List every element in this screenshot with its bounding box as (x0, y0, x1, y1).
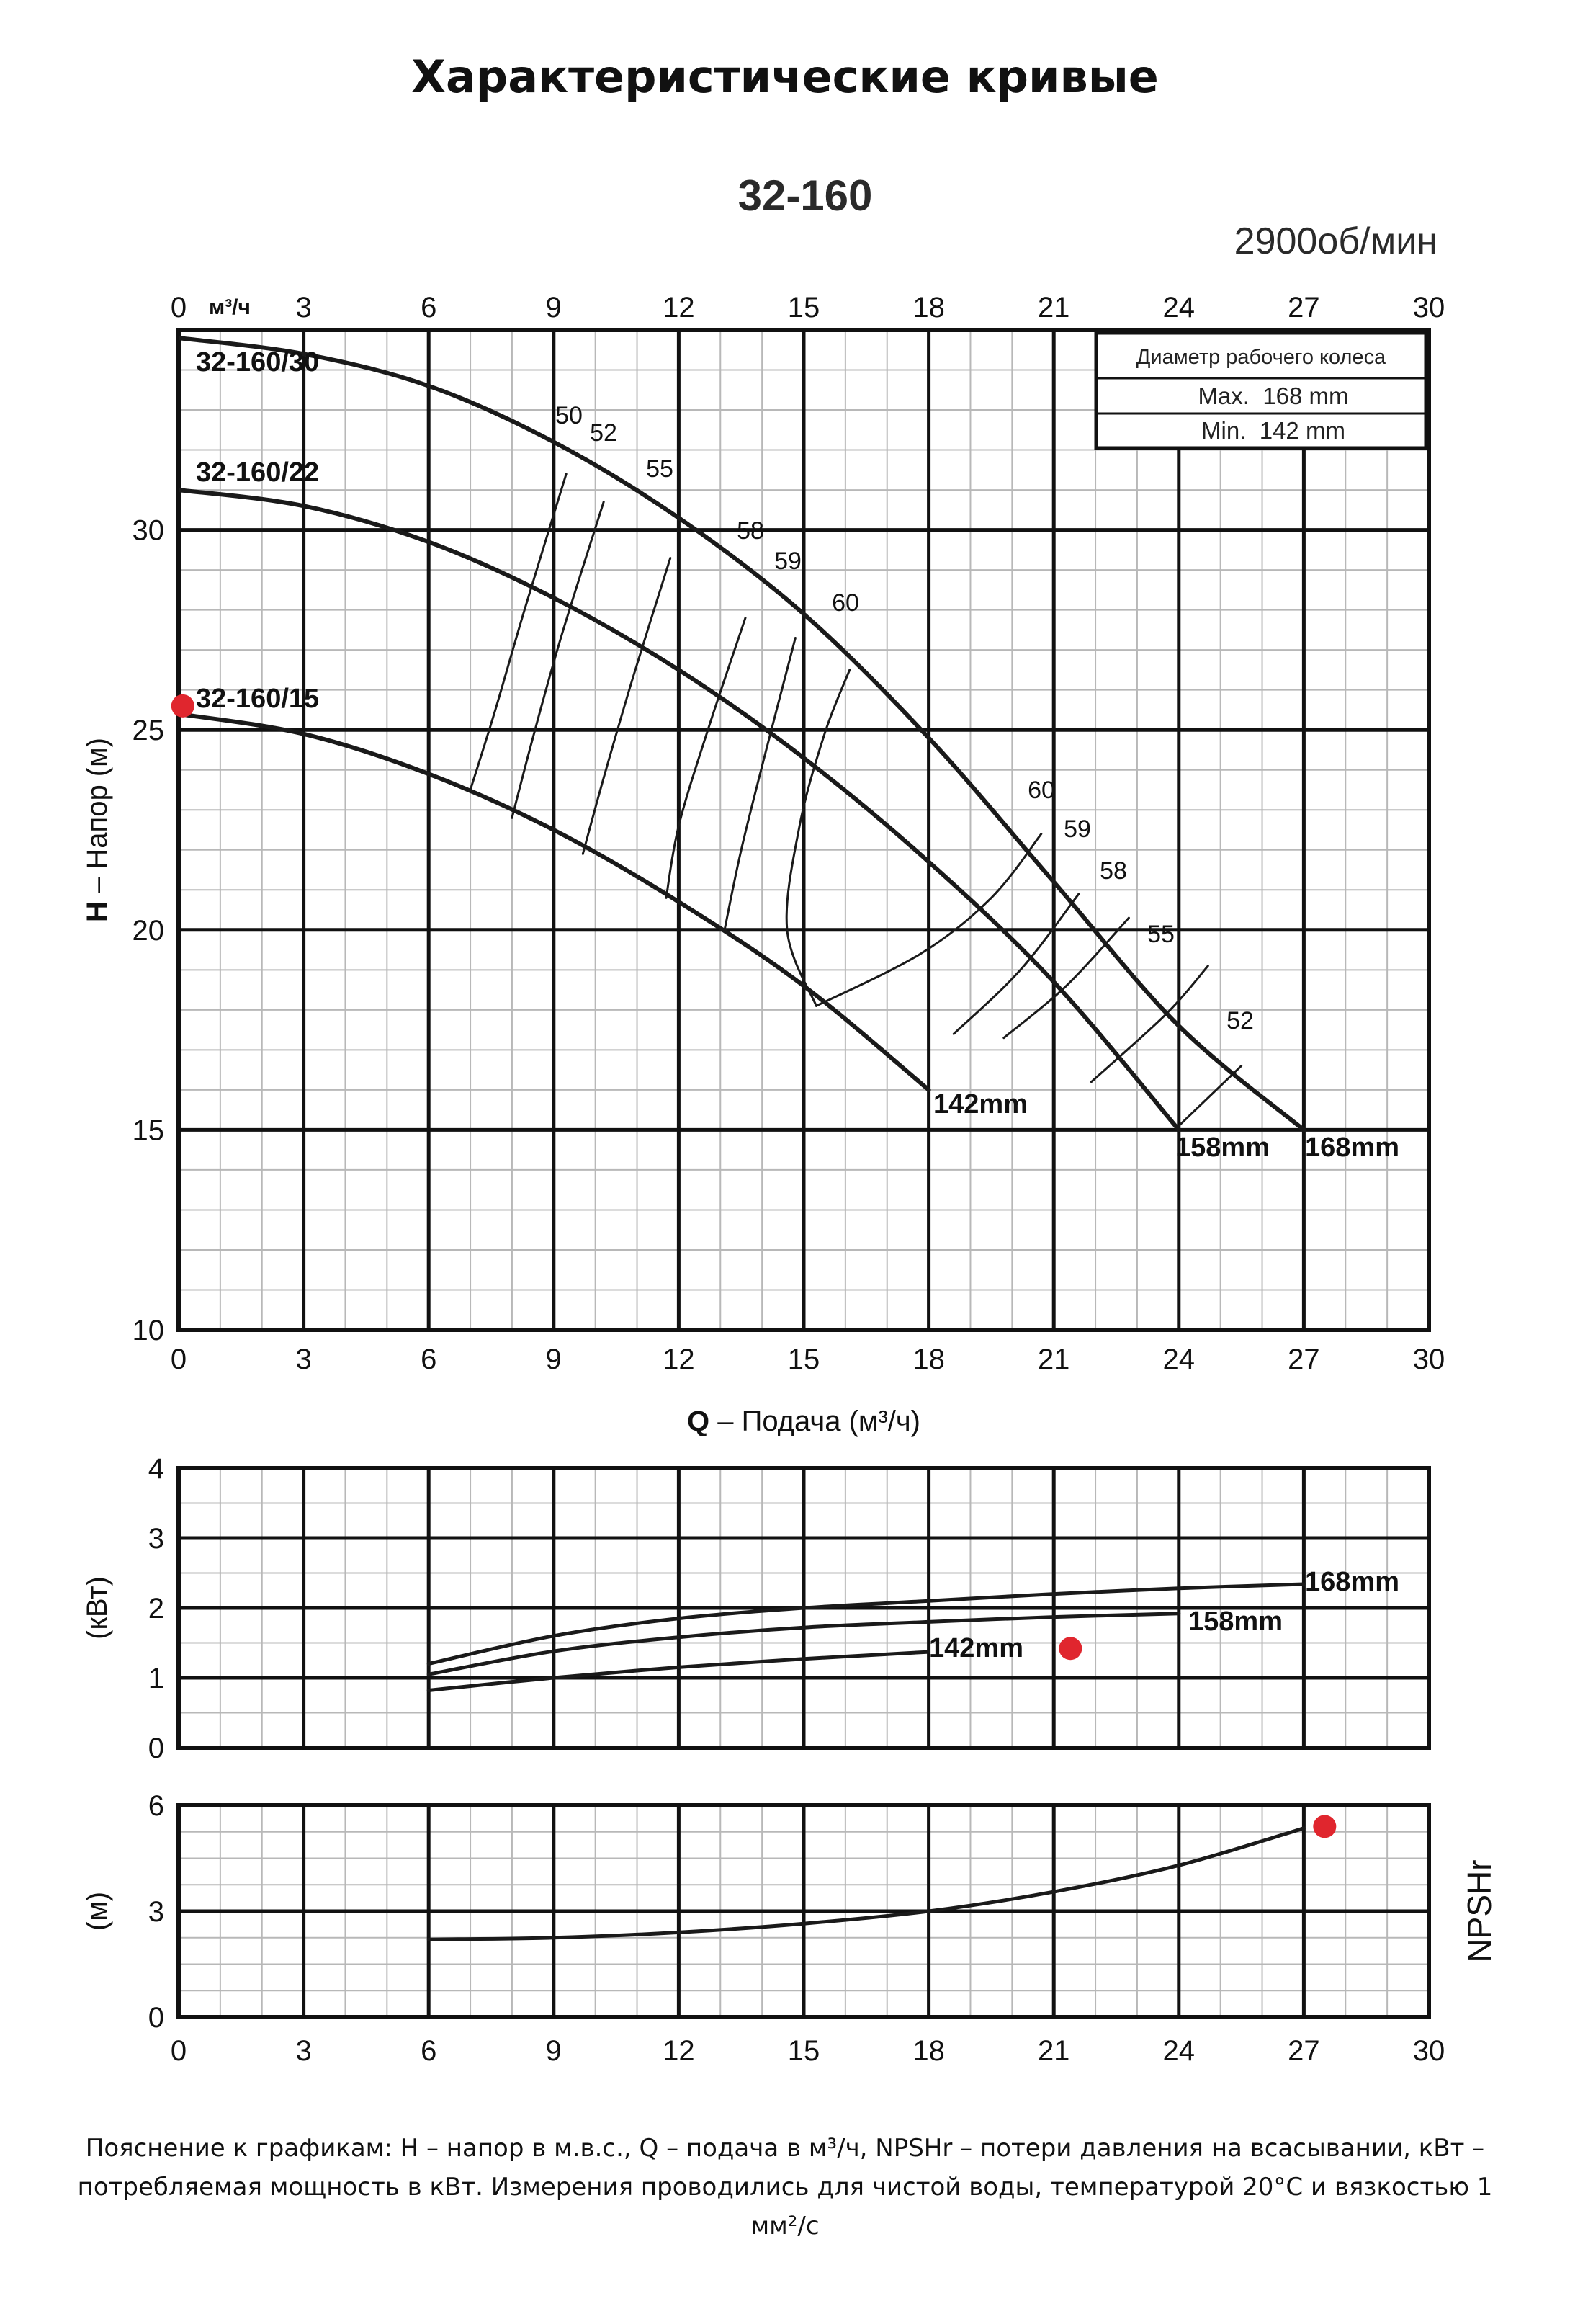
head-bottom-tick-label: 27 (1288, 1344, 1320, 1375)
head-top-tick-label: 21 (1037, 292, 1070, 323)
npsh-x-tick-label: 12 (663, 2035, 695, 2067)
power-red-marker (1059, 1637, 1082, 1660)
head-top-tick-label: 6 (421, 292, 437, 323)
efficiency-label-lower: 60 (1028, 777, 1055, 804)
head-bottom-tick-label: 0 (170, 1344, 187, 1375)
head-top-tick-label: 27 (1288, 292, 1320, 323)
power-curve-label: 142mm (929, 1633, 1023, 1663)
legend-row-max: Max. 168 mm (1198, 383, 1349, 409)
npsh-y-tick-label: 6 (148, 1790, 164, 1822)
head-top-tick-label: 12 (663, 292, 695, 323)
efficiency-contour-59 (725, 638, 795, 930)
head-top-tick-label: 0 (170, 292, 187, 323)
head-y-axis-text: – Напор (м) (81, 738, 113, 902)
head-top-tick-label: 3 (295, 292, 312, 323)
power-y-tick-label: 1 (148, 1663, 164, 1694)
npsh-x-tick-label: 21 (1037, 2035, 1070, 2067)
head-curves (179, 338, 1304, 1130)
head-grid (179, 330, 1429, 1330)
head-top-tick-label: 15 (787, 292, 820, 323)
head-curve-name-label: 32-160/15 (196, 684, 320, 714)
npsh-x-tick-label: 30 (1412, 2035, 1445, 2067)
head-curve-name-label: 32-160/22 (196, 457, 320, 488)
head-y-tick-label: 25 (132, 715, 164, 747)
head-top-tick-label: 30 (1412, 292, 1445, 323)
head-bottom-tick-label: 12 (663, 1344, 695, 1375)
head-curve-diameter-label: 158mm (1175, 1132, 1270, 1163)
efficiency-contour-labels (555, 402, 1254, 1034)
npsh-curves (429, 1828, 1304, 1939)
head-top-tick-label: 18 (912, 292, 945, 323)
head-curve-name-label: 32-160/30 (196, 347, 320, 377)
head-x-axis-text: – Подача (м³/ч) (709, 1405, 921, 1437)
efficiency-label-upper: 58 (737, 517, 764, 545)
efficiency-contour-lower-58 (1004, 918, 1129, 1038)
npsh-grid (179, 1805, 1429, 2017)
efficiency-contour-60 (786, 670, 850, 1006)
head-bottom-tick-labels (171, 1344, 1445, 1375)
npsh-y-tick-label: 0 (148, 2002, 164, 2034)
npsh-y-tick-label: 3 (148, 1896, 164, 1928)
legend-title: Диаметр рабочего колеса (1136, 346, 1386, 369)
head-bottom-tick-label: 30 (1412, 1344, 1445, 1375)
head-curve-168mm (179, 338, 1304, 1130)
npsh-x-tick-label: 3 (295, 2035, 312, 2067)
power-curve-label: 158mm (1188, 1606, 1283, 1637)
power-y-tick-label: 4 (148, 1453, 164, 1485)
npsh-x-tick-label: 15 (787, 2035, 820, 2067)
npsh-x-tick-label: 9 (545, 2035, 562, 2067)
head-y-tick-label: 30 (132, 514, 164, 547)
page-title: Характеристические кривые (411, 50, 1159, 103)
power-curves (429, 1584, 1304, 1691)
efficiency-label-upper: 59 (774, 548, 802, 575)
head-chart-speed: 2900об/мин (1234, 220, 1437, 262)
head-y-tick-labels (133, 515, 165, 1346)
head-bottom-tick-label: 21 (1037, 1344, 1070, 1375)
npsh-right-label: NPSHr (1461, 1859, 1498, 1963)
npsh-red-marker (1313, 1815, 1336, 1838)
head-top-tick-label: 24 (1162, 292, 1196, 323)
npsh-x-tick-label: 6 (421, 2035, 437, 2067)
power-y-tick-labels (148, 1453, 164, 1764)
head-x-axis-label (687, 1405, 920, 1437)
head-x-axis-symbol: Q (686, 1405, 710, 1437)
npsh-x-tick-label: 0 (170, 2035, 187, 2067)
head-chart-title: 32-160 (737, 171, 873, 220)
npsh-curve (429, 1828, 1304, 1939)
efficiency-label-lower: 55 (1147, 921, 1175, 948)
power-y-tick-label: 0 (148, 1733, 164, 1764)
efficiency-contour-lower-55 (1091, 966, 1208, 1082)
head-bottom-tick-label: 18 (912, 1344, 945, 1375)
chart-caption: Пояснение к графикам: H – напор в м.в.с., Q – подача в м³/ч, NPSHr – потери давления на всасывании, кВт – потребляемая мощность в кВт. Измерения проводились для чистой воды, температурой 20°С и вязкостью 1 мм²/с (77, 2134, 1493, 2240)
head-red-marker (171, 694, 194, 718)
head-bottom-tick-label: 24 (1162, 1344, 1196, 1375)
head-y-tick-label: 10 (132, 1315, 164, 1346)
power-y-tick-label: 2 (148, 1593, 164, 1624)
efficiency-label-upper: 50 (555, 402, 583, 429)
top-axis-unit: м³/ч (209, 295, 251, 319)
head-y-tick-label: 15 (132, 1114, 164, 1147)
power-y-axis-label: (кВт) (81, 1576, 113, 1640)
npsh-y-tick-labels (148, 1790, 164, 2034)
head-top-tick-labels (171, 292, 1445, 323)
head-bottom-tick-label: 15 (787, 1344, 820, 1375)
power-y-tick-label: 3 (148, 1523, 164, 1555)
efficiency-label-lower: 52 (1226, 1007, 1254, 1034)
head-y-axis-label (81, 738, 113, 922)
npsh-x-tick-label: 24 (1162, 2035, 1196, 2067)
head-y-tick-label: 20 (132, 914, 164, 947)
efficiency-contour-50 (470, 474, 566, 790)
efficiency-label-upper: 60 (832, 589, 859, 617)
legend-row-min: Min. 142 mm (1201, 417, 1345, 444)
npsh-x-tick-labels (171, 2035, 1445, 2067)
head-curve-diameter-label: 168mm (1305, 1132, 1399, 1163)
head-top-tick-label: 9 (545, 292, 562, 323)
efficiency-label-upper: 55 (646, 455, 673, 483)
head-y-axis-symbol: H (81, 901, 113, 922)
head-bottom-tick-label: 3 (295, 1344, 312, 1375)
efficiency-label-upper: 52 (590, 419, 617, 447)
head-bottom-tick-label: 6 (421, 1344, 437, 1375)
head-curve-labels (171, 347, 1399, 1163)
impeller-diameter-legend (1096, 333, 1426, 448)
head-bottom-tick-label: 9 (545, 1344, 562, 1375)
power-curve-label: 168mm (1305, 1567, 1399, 1597)
head-chart (81, 171, 1445, 1437)
npsh-y-axis-label: (м) (81, 1891, 113, 1931)
efficiency-label-lower: 59 (1064, 815, 1091, 843)
efficiency-label-lower: 58 (1100, 857, 1127, 885)
npsh-chart (81, 1790, 1498, 2067)
npsh-x-tick-label: 18 (912, 2035, 945, 2067)
power-chart (81, 1453, 1429, 1764)
npsh-x-tick-label: 27 (1288, 2035, 1320, 2067)
head-curve-diameter-label: 142mm (933, 1089, 1028, 1119)
